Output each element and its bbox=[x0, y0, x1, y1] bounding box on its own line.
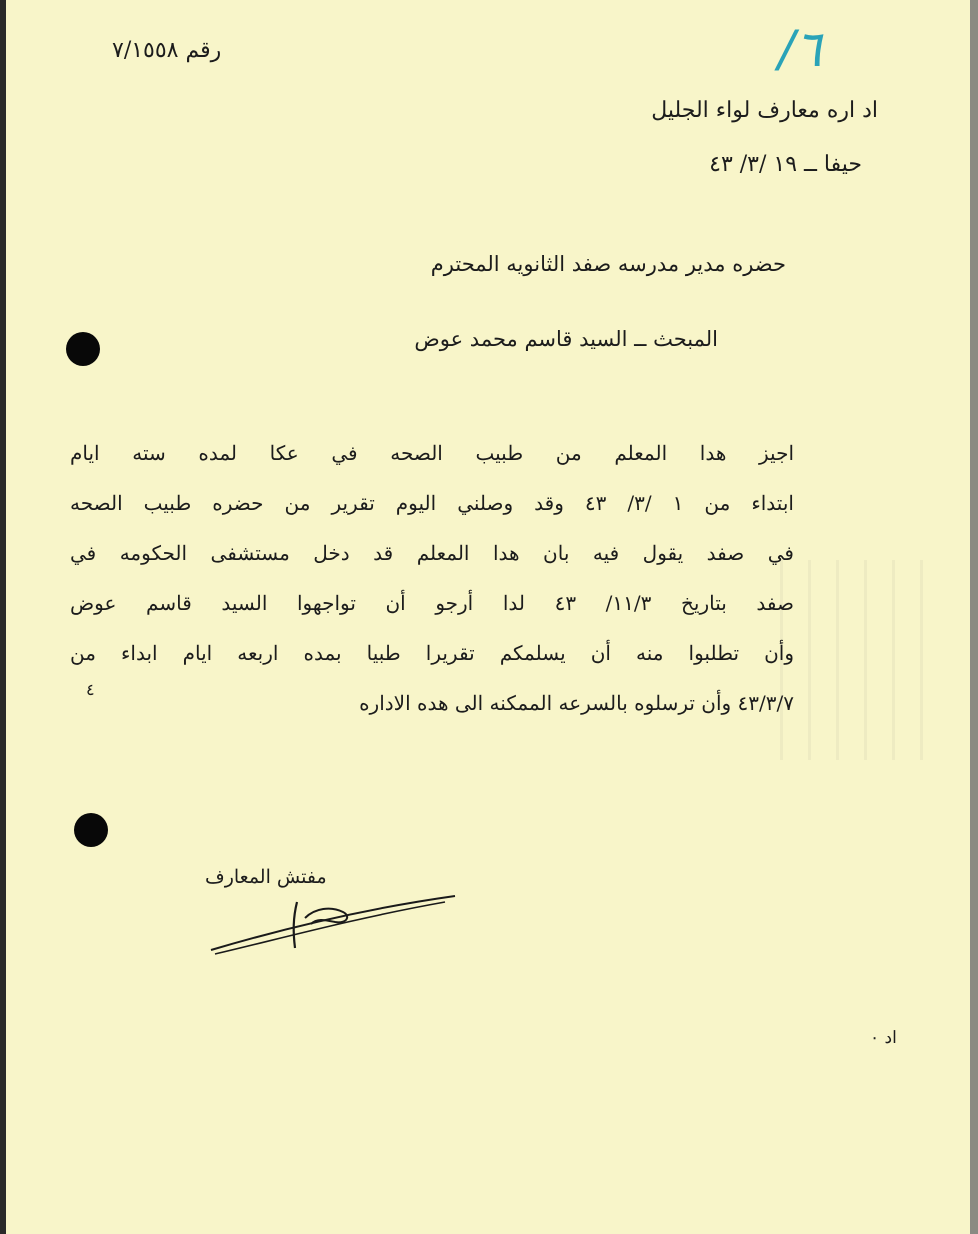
signatory-title: مفتش المعارف bbox=[205, 866, 327, 888]
punch-hole bbox=[66, 332, 100, 366]
body-line: صفد بتاريخ ١١/٣/ ٤٣ لدا أرجو أن تواجهوا السيد قاسم عوض bbox=[70, 591, 794, 615]
subject-line: المبحث ــ السيد قاسم محمد عوض bbox=[414, 327, 718, 351]
margin-mark: ٤ bbox=[86, 680, 95, 699]
handwritten-signature bbox=[205, 888, 465, 968]
show-through bbox=[780, 560, 930, 760]
body-line: ٤٣/٣/٧ وأن ترسلوه بالسرعه الممكنه الى هده الاداره bbox=[359, 691, 794, 715]
reference-number: رقم ٧/١٥٥٨ bbox=[112, 38, 222, 63]
scan-edge bbox=[0, 0, 6, 1234]
addressee-line: حضره مدير مدرسه صفد الثانويه المحترم bbox=[430, 252, 786, 276]
letter-body bbox=[70, 428, 794, 728]
punch-hole bbox=[74, 813, 108, 847]
footer-initial: اد ٠ bbox=[870, 1028, 897, 1048]
folio-mark: /٦ bbox=[778, 20, 822, 78]
department-heading: اد اره معارف لواء الجليل bbox=[651, 98, 878, 123]
place-date: حيفا ــ ١٩ /٣/ ٤٣ bbox=[709, 152, 862, 177]
body-line: اجيز هدا المعلم من طبيب الصحه في عكا لمده سته ايام bbox=[70, 441, 794, 465]
body-line: وأن تطلبوا منه أن يسلمكم تقريرا طبيا بمده اربعه ايام ابداء من bbox=[70, 641, 794, 665]
body-line: ابتداء من ١ /٣/ ٤٣ وقد وصلني اليوم تقرير من حضره طبيب الصحه bbox=[70, 491, 794, 515]
body-line: في صفد يقول فيه بان هدا المعلم قد دخل مستشفى الحكومه في bbox=[70, 541, 794, 565]
